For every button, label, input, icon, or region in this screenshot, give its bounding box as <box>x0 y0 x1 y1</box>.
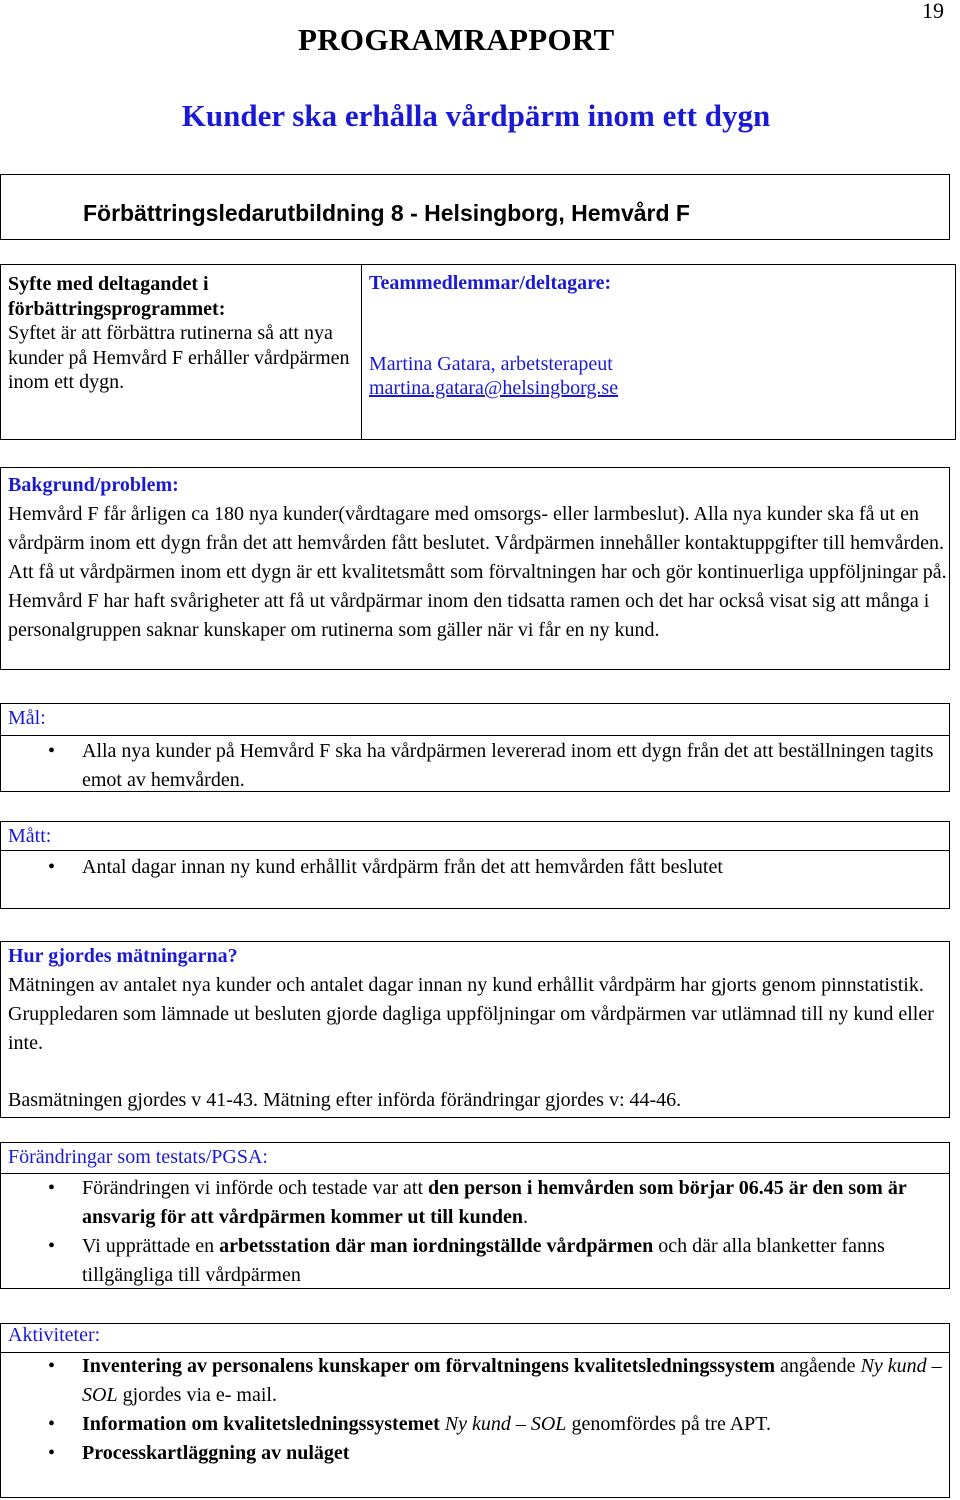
activities-section <box>8 1321 948 1468</box>
bullet-icon: • <box>48 740 56 762</box>
purpose-text: Syftet är att förbättra rutinerna så att nya kunder på Hemvård F erhåller vårdpärmen inom ett dygn. <box>8 322 350 393</box>
page-number: 19 <box>922 0 944 23</box>
goal-heading: Mål: <box>8 707 46 729</box>
bullet-icon: • <box>48 1177 56 1199</box>
activities-heading: Aktiviteter: <box>8 1324 101 1346</box>
changes-item: • Vi upprättade en arbetsstation där man iordningställde vårdpärmen och där alla blanketter fanns tillgängliga till vårdpärmen <box>8 1232 948 1290</box>
bullet-icon: • <box>48 1355 56 1377</box>
team-email-link[interactable]: martina.gatara@helsingborg.se <box>369 377 619 399</box>
document-title: PROGRAMRAPPORT <box>298 22 615 57</box>
info-divider <box>361 265 362 439</box>
activity-item: • Processkartläggning av nuläget <box>8 1439 948 1468</box>
purpose-heading-2: förbättringsprogrammet: <box>8 297 226 320</box>
background-heading: Bakgrund/problem: <box>8 474 179 496</box>
activity-item: • Information om kvalitetsledningssystemet Ny kund – SOL genomfördes på tre APT. <box>8 1410 948 1439</box>
background-text: Hemvård F får årligen ca 180 nya kunder(vårdtagare med omsorgs- eller larmbeslut). Alla nya kunder ska få ut en vårdpärm inom ett dygn från det att hemvården fått beslutet. Vårdpärmen innehåller kontaktuppgifter till hemvården. Att få ut vårdpärmen inom ett dygn är ett kvalitetsmått som förvaltningen har och gör kontinuerliga uppföljningar på. Hemvård F har haft svårigheter att få ut vårdpärmar inom den tidsatta ramen och det har också visat sig att många i personalgruppen saknar kunskaper om rutinerna som gäller när vi får en ny kund. <box>8 503 947 641</box>
team-heading: Teammedlemmar/deltagare: <box>369 272 612 294</box>
goal-item: • Alla nya kunder på Hemvård F ska ha vårdpärmen levererad inom ett dygn från det att beställningen tagits emot av hemvården. <box>8 737 948 795</box>
measurement-heading: Hur gjordes mätningarna? <box>8 945 238 967</box>
goal-section <box>8 704 948 795</box>
measure-item: • Antal dagar innan ny kund erhållit vårdpärm från det att hemvården fått beslutet <box>8 853 948 882</box>
bullet-icon: • <box>48 1413 56 1435</box>
document-subtitle: Kunder ska erhålla vårdpärm inom ett dygn <box>181 98 771 133</box>
team-cell <box>369 271 949 401</box>
bullet-icon: • <box>48 856 56 878</box>
changes-heading: Förändringar som testats/PGSA: <box>8 1146 268 1168</box>
activity-item: • Inventering av personalens kunskaper om förvaltningens kvalitetsledningssystem angående Ny kund – SOL gjordes via e- mail. <box>8 1352 948 1410</box>
bullet-icon: • <box>48 1235 56 1257</box>
purpose-heading-1: Syfte med deltagandet i <box>8 273 209 295</box>
purpose-cell <box>8 272 354 395</box>
program-title: Förbättringsledarutbildning 8 - Helsingborg, Hemvård F <box>83 200 690 226</box>
measurement-text: Mätningen av antalet nya kunder och antalet dagar innan ny kund erhållit vårdpärm har gjorts genom pinnstatistik. Gruppledaren som lämnade ut besluten gjorde dagliga uppföljningar om vårdpärmen var utlämnad till ny kund eller inte. <box>8 974 934 1054</box>
bullet-icon: • <box>48 1442 56 1464</box>
background-section <box>8 471 950 645</box>
measure-section <box>8 822 948 882</box>
changes-section <box>8 1143 948 1290</box>
measure-heading: Mått: <box>8 825 52 847</box>
measurement-section <box>8 942 948 1115</box>
team-member: Martina Gatara, arbetsterapeut <box>369 352 613 375</box>
changes-item: • Förändringen vi införde och testade var att den person i hemvården som börjar 06.45 är den som är ansvarig för att vårdpärmen kommer ut till kunden. <box>8 1174 948 1232</box>
measurement-text-2: Basmätningen gjordes v 41-43. Mätning efter införda förändringar gjordes v: 44-46. <box>8 1089 682 1111</box>
